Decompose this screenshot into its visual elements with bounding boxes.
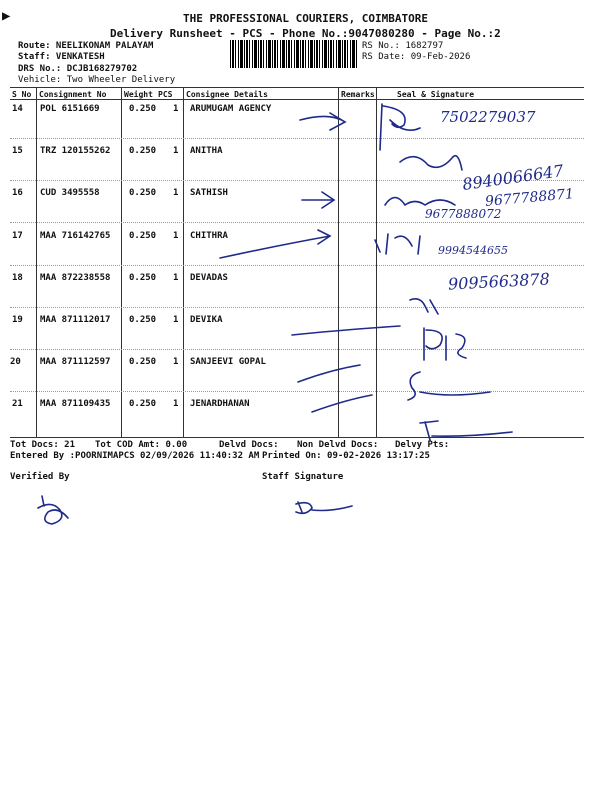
row-consignee: SANJEEVI GOPAL <box>190 357 266 367</box>
header-sno: S No <box>12 90 32 99</box>
row-weight: 0.250 <box>129 315 157 325</box>
runsheet-title: Delivery Runsheet - PCS - Phone No.:9047080280 - Page No.:2 <box>110 27 501 40</box>
row-pcs: 1 <box>173 399 179 409</box>
punch-mark-icon: ▶ <box>2 8 11 24</box>
row-consignee: CHITHRA <box>190 231 228 241</box>
row-divider <box>10 222 584 223</box>
row-pcs: 1 <box>173 146 179 156</box>
row-pcs: 1 <box>173 104 179 114</box>
row-consignment: MAA 871112017 <box>40 315 111 325</box>
printed-on: Printed On: 09-02-2026 13:17:25 <box>262 451 430 461</box>
total-docs: Tot Docs: 21 <box>10 440 76 450</box>
row-pcs: 1 <box>173 188 179 198</box>
row-consignment: POL 6151669 <box>40 104 100 114</box>
handwritten-phone: 9677788871 <box>484 186 575 210</box>
entered-by: Entered By :POORNIMAPCS 02/09/2026 11:40:32 AM <box>10 451 260 461</box>
row-sno: 16 <box>12 188 23 198</box>
row-weight: 0.250 <box>129 188 157 198</box>
col-divider <box>36 87 37 437</box>
row-consignment: MAA 716142765 <box>40 231 111 241</box>
rs-date: RS Date: 09-Feb-2026 <box>362 52 471 62</box>
verified-by-label: Verified By <box>10 472 70 482</box>
handwritten-phone: 8940066647 <box>461 161 565 194</box>
col-divider <box>338 87 339 437</box>
row-consignee: ARUMUGAM AGENCY <box>190 104 272 114</box>
row-consignee: SATHISH <box>190 188 228 198</box>
col-divider <box>183 87 184 437</box>
row-divider <box>10 349 584 350</box>
row-consignment: MAA 871112597 <box>40 357 111 367</box>
row-weight: 0.250 <box>129 273 157 283</box>
row-consignment: MAA 871109435 <box>40 399 111 409</box>
row-pcs: 1 <box>173 357 179 367</box>
row-consignee: JENARDHANAN <box>190 399 250 409</box>
row-divider <box>10 138 584 139</box>
vehicle-label: Vehicle: Two Wheeler Delivery <box>18 75 176 85</box>
row-weight: 0.250 <box>129 104 157 114</box>
row-sno: 21 <box>12 399 23 409</box>
col-divider <box>376 87 377 437</box>
handwritten-phone: 9095663878 <box>447 269 551 294</box>
row-sno: 18 <box>12 273 23 283</box>
rs-number: RS No.: 1682797 <box>362 41 444 51</box>
row-consignee: DEVADAS <box>190 273 228 283</box>
handwritten-phone: 9677888072 <box>425 207 502 221</box>
delivered-docs: Delvd Docs: <box>219 440 279 450</box>
handwritten-phone: 7502279037 <box>440 108 536 126</box>
header-remarks: Remarks <box>341 90 375 99</box>
row-pcs: 1 <box>173 231 179 241</box>
row-sno: 20 <box>10 357 21 367</box>
table-bottom-border <box>10 437 584 438</box>
row-consignment: TRZ 120155262 <box>40 146 111 156</box>
row-weight: 0.250 <box>129 399 157 409</box>
handwritten-phone: 9994544655 <box>438 244 508 257</box>
table-header-border <box>10 99 584 100</box>
header-seal: Seal & Signature <box>397 90 475 99</box>
staff-label: Staff: VENKATESH <box>18 52 105 62</box>
row-sno: 17 <box>12 231 23 241</box>
table-top-border <box>10 87 584 88</box>
row-weight: 0.250 <box>129 146 157 156</box>
row-consignment: MAA 872238558 <box>40 273 111 283</box>
drs-label: DRS No.: DCJB168279702 <box>18 64 138 74</box>
row-weight: 0.250 <box>129 357 157 367</box>
staff-signature-label: Staff Signature <box>262 472 344 482</box>
row-consignee: ANITHA <box>190 146 223 156</box>
header-weight: Weight <box>124 90 153 99</box>
row-sno: 19 <box>12 315 23 325</box>
row-divider <box>10 307 584 308</box>
non-delivered-docs: Non Delvd Docs: <box>297 440 379 450</box>
route-label: Route: NEELIKONAM PALAYAM <box>18 41 154 51</box>
row-consignment: CUD 3495558 <box>40 188 100 198</box>
row-sno: 15 <box>12 146 23 156</box>
row-sno: 14 <box>12 104 23 114</box>
row-divider <box>10 391 584 392</box>
header-pcs: PCS <box>158 90 173 99</box>
row-consignee: DEVIKA <box>190 315 223 325</box>
header-consignment: Consignment No <box>39 90 107 99</box>
row-pcs: 1 <box>173 315 179 325</box>
delivery-points: Delvy Pts: <box>395 440 450 450</box>
row-pcs: 1 <box>173 273 179 283</box>
col-divider <box>121 87 122 437</box>
total-cod: Tot COD Amt: 0.00 <box>95 440 188 450</box>
barcode <box>230 40 358 68</box>
row-divider <box>10 265 584 266</box>
company-title: THE PROFESSIONAL COURIERS, COIMBATORE <box>183 12 429 25</box>
header-consignee: Consignee Details <box>186 90 268 99</box>
row-weight: 0.250 <box>129 231 157 241</box>
